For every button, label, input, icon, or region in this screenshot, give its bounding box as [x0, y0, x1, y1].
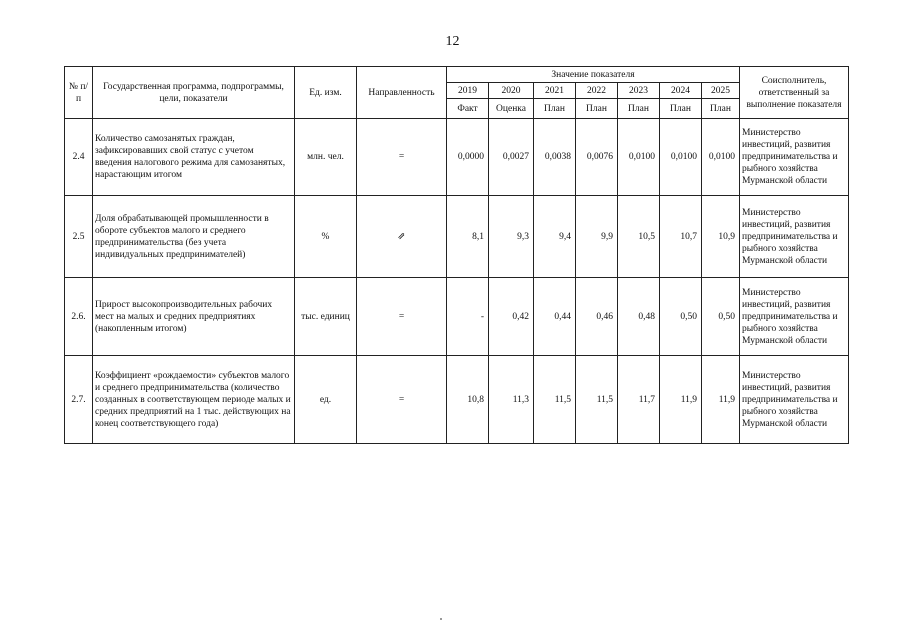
scan-speck: [440, 618, 442, 620]
executor-cell: Министерство инвестиций, развития предпринимательства и рыбного хозяйства Мурманской области: [740, 356, 849, 444]
value-cell: 10,9: [702, 196, 740, 278]
table-row: [65, 356, 849, 444]
direction-cell: =: [357, 119, 447, 196]
value-cell: 10,7: [660, 196, 702, 278]
unit-cell: %: [295, 196, 357, 278]
value-cell: 0,42: [489, 278, 534, 356]
value-cell: 0,0027: [489, 119, 534, 196]
value-cell: 11,9: [660, 356, 702, 444]
value-cell: 0,44: [534, 278, 576, 356]
table-row: [65, 196, 849, 278]
value-cell: 0,50: [702, 278, 740, 356]
header-value-title: Значение показателя: [447, 67, 740, 83]
header-direction: Направленность: [357, 67, 447, 119]
header-kind: План: [660, 99, 702, 119]
unit-cell: тыс. единиц: [295, 278, 357, 356]
header-year: 2022: [576, 83, 618, 99]
value-cell: 11,5: [576, 356, 618, 444]
value-cell: 0,46: [576, 278, 618, 356]
value-cell: 11,7: [618, 356, 660, 444]
header-year: 2024: [660, 83, 702, 99]
value-cell: 0,0076: [576, 119, 618, 196]
executor-cell: Министерство инвестиций, развития предпринимательства и рыбного хозяйства Мурманской области: [740, 278, 849, 356]
row-number: 2.5: [65, 196, 93, 278]
row-number: 2.4: [65, 119, 93, 196]
value-cell: 8,1: [447, 196, 489, 278]
value-cell: 11,5: [534, 356, 576, 444]
value-cell: 0,0038: [534, 119, 576, 196]
unit-cell: ед.: [295, 356, 357, 444]
value-cell: -: [447, 278, 489, 356]
unit-cell: млн. чел.: [295, 119, 357, 196]
value-cell: 0,0100: [618, 119, 660, 196]
indicator-name: Прирост высокопроизводительных рабочих мест на малых и средних предприятиях (накопленным итогом): [93, 278, 295, 356]
value-cell: 9,3: [489, 196, 534, 278]
header-coexecutor: Соисполнитель, ответственный за выполнение показателя: [740, 67, 849, 119]
header-year: 2019: [447, 83, 489, 99]
value-cell: 0,50: [660, 278, 702, 356]
header-unit: Ед. изм.: [295, 67, 357, 119]
header-kind: Факт: [447, 99, 489, 119]
direction-arrow-icon: ⇗: [357, 196, 447, 278]
header-year: 2020: [489, 83, 534, 99]
direction-cell: =: [357, 356, 447, 444]
header-kind: План: [576, 99, 618, 119]
page-number: 12: [445, 34, 460, 49]
header-kind: План: [702, 99, 740, 119]
value-cell: 9,9: [576, 196, 618, 278]
executor-cell: Министерство инвестиций, развития предпринимательства и рыбного хозяйства Мурманской области: [740, 119, 849, 196]
value-cell: 9,4: [534, 196, 576, 278]
header-kind: План: [618, 99, 660, 119]
indicator-name: Коэффициент «рождаемости» субъектов малого и среднего предпринимательства (количество созданных в соответствующем периоде малых и средних предприятий на 1 тыс. действующих на конец соответствующего года): [93, 356, 295, 444]
header-year: 2023: [618, 83, 660, 99]
header-year: 2025: [702, 83, 740, 99]
indicators-table: [64, 66, 849, 444]
value-cell: 11,3: [489, 356, 534, 444]
value-cell: 0,0000: [447, 119, 489, 196]
indicator-name: Количество самозанятых граждан, зафиксировавших свой статус с учетом введения налогового режима для самозанятых, нарастающим итогом: [93, 119, 295, 196]
value-cell: 0,48: [618, 278, 660, 356]
value-cell: 0,0100: [660, 119, 702, 196]
header-program: Государственная программа, подпрограммы, цели, показатели: [93, 67, 295, 119]
header-year: 2021: [534, 83, 576, 99]
direction-cell: =: [357, 278, 447, 356]
executor-cell: Министерство инвестиций, развития предпринимательства и рыбного хозяйства Мурманской области: [740, 196, 849, 278]
header-kind: План: [534, 99, 576, 119]
indicator-name: Доля обрабатывающей промышленности в обороте субъектов малого и среднего предпринимательства (без учета индивидуальных предпринимателей): [93, 196, 295, 278]
value-cell: 0,0100: [702, 119, 740, 196]
value-cell: 11,9: [702, 356, 740, 444]
table-row: [65, 119, 849, 196]
value-cell: 10,8: [447, 356, 489, 444]
table-row: [65, 278, 849, 356]
row-number: 2.7.: [65, 356, 93, 444]
row-number: 2.6.: [65, 278, 93, 356]
header-no: № п/п: [65, 67, 93, 119]
header-kind: Оценка: [489, 99, 534, 119]
value-cell: 10,5: [618, 196, 660, 278]
